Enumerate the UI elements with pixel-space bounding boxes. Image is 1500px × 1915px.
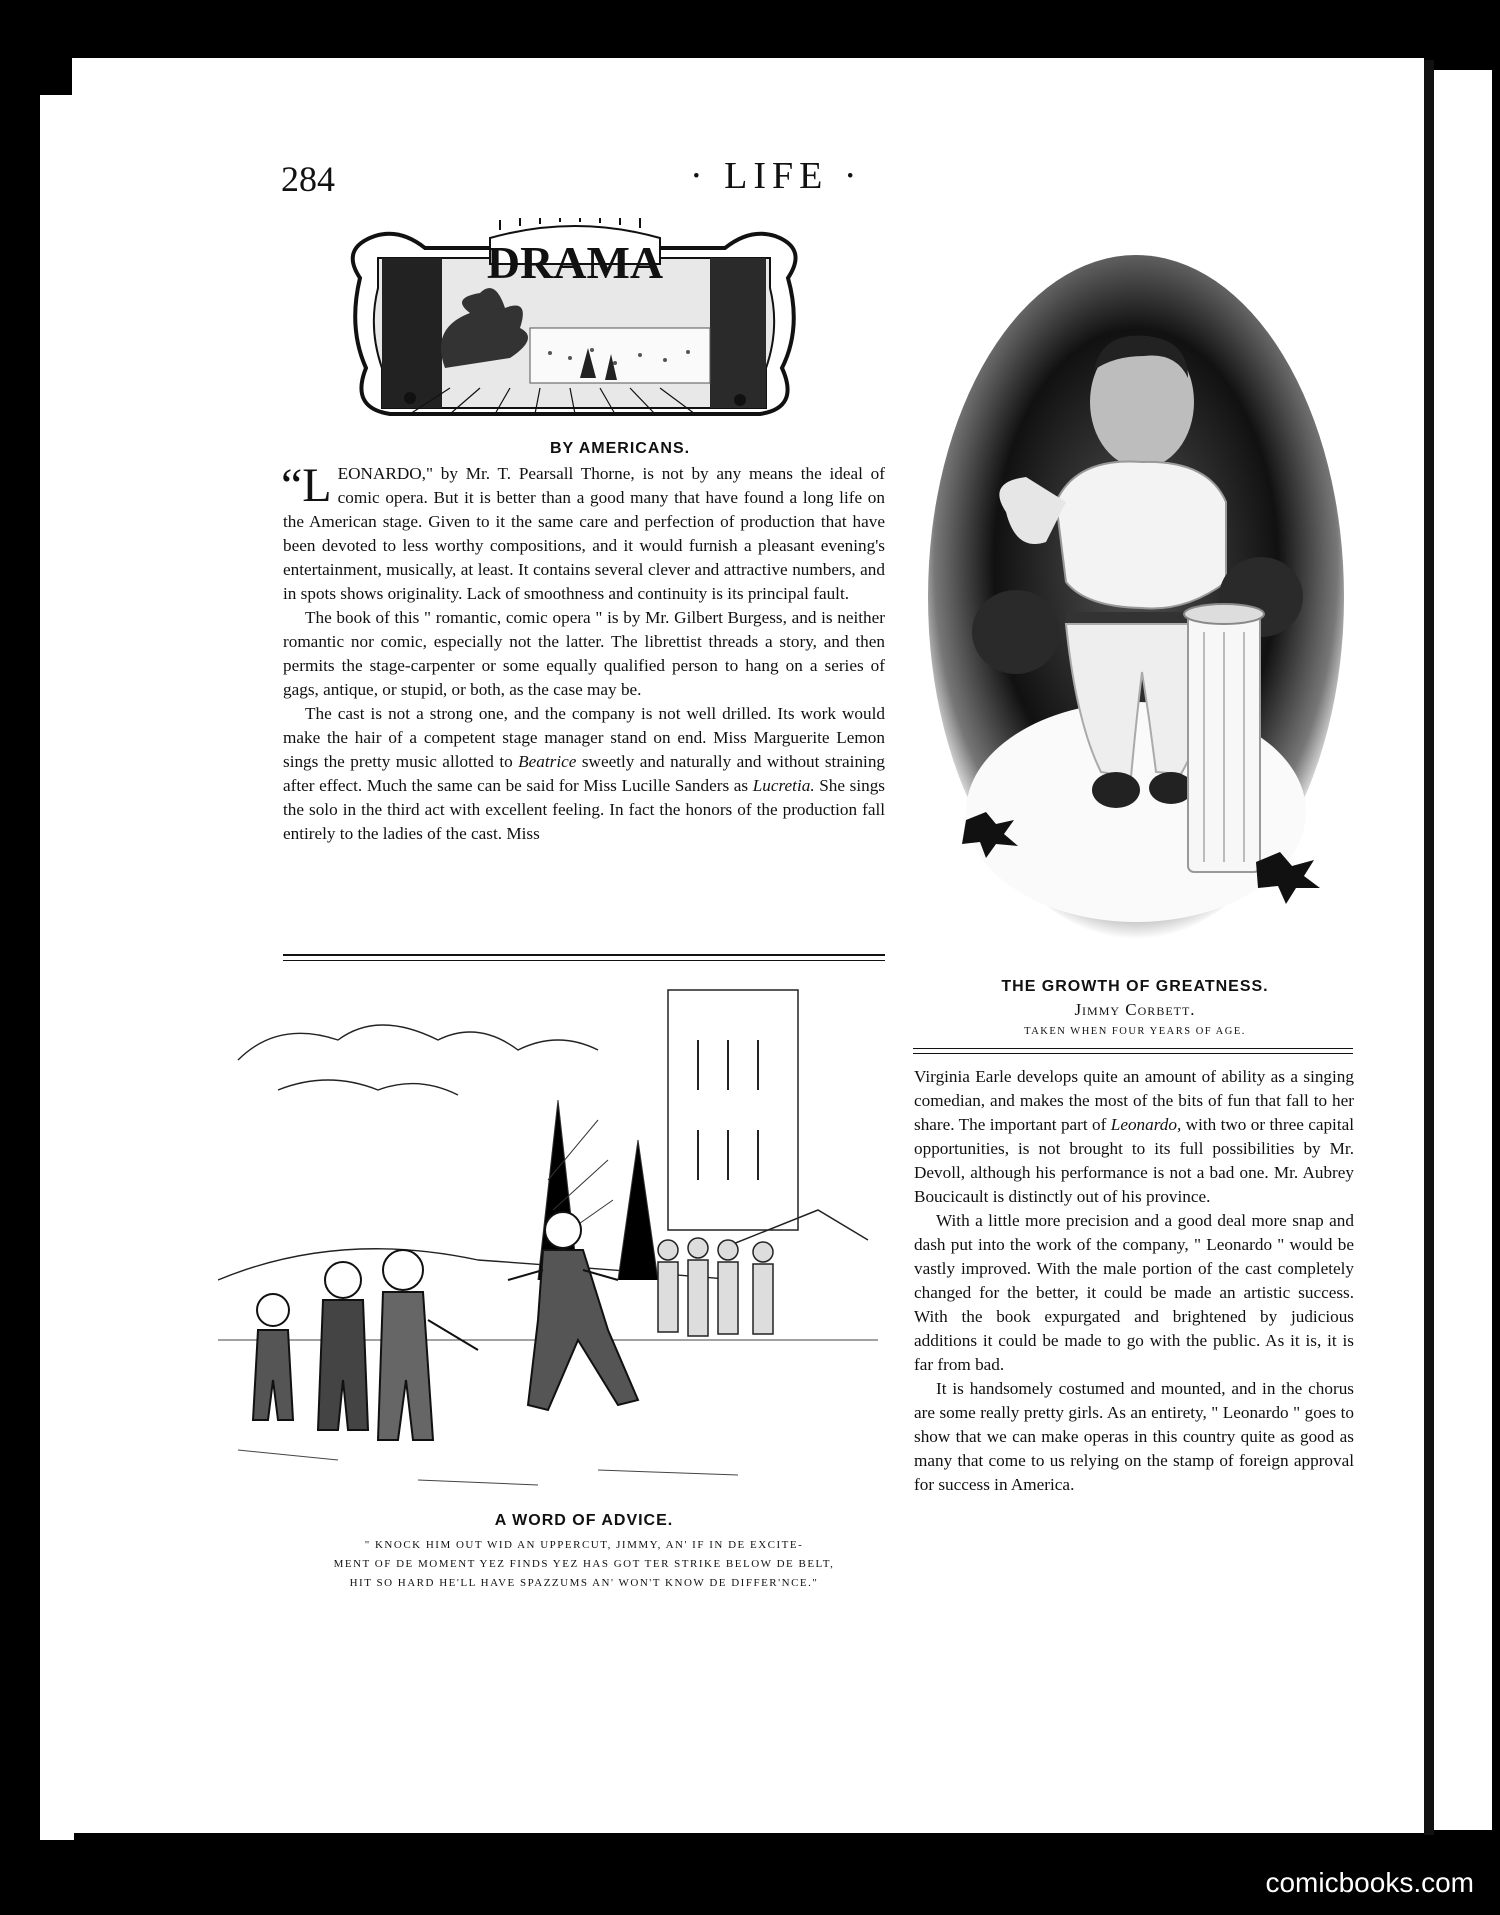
role-name: Lucretia. — [752, 776, 815, 795]
article-paragraph: With a little more precision and a good deal more snap and dash put into the work of the company, " Leonardo " would be vastly improved. With the male portion of the cast completely changed for the better, it could be made an artistic success. With the book expurgated and brightened by judicious additions it could be made to go with the public. As it is, it is far from bad. — [914, 1211, 1354, 1374]
photo-caption-subject: Jimmy Corbett. — [1074, 1000, 1196, 1019]
scan-left-page-edge — [40, 95, 74, 1840]
article-byline: BY AMERICANS. — [549, 440, 691, 457]
photo-caption-note: TAKEN WHEN FOUR YEARS OF AGE. — [1024, 1026, 1246, 1037]
masthead-title: · LIFE · — [690, 155, 863, 197]
column-divider-rule — [283, 954, 885, 956]
role-name: Leonardo, — [1110, 1115, 1182, 1134]
paragraph-text: The cast is not a strong one, and the company is not well drilled. Its work would make the hair of a competent stage manager stand on end. Miss Marguerite Lemon sings the pretty music allotted to — [283, 704, 885, 771]
article-paragraph — [914, 1065, 1354, 1209]
article-paragraph: It is handsomely costumed and mounted, and in the chorus are some really pretty girls. As an entirety, " Leonardo " goes to show that we can make operas in this country quite as good as many that come to us relying on the stamp of foreign approval for success in America. — [914, 1379, 1354, 1494]
cartoon-illustration — [218, 980, 878, 1510]
paragraph-text: sweetly and naturally and without straining after effect. Much the same can be said for Miss Lucille Sanders as — [283, 752, 886, 795]
watermark: comicbooks.com — [1265, 1867, 1474, 1898]
caption-line: MENT OF DE MOMENT YEZ FINDS YEZ HAS GOT TER STRIKE BELOW DE BELT, — [333, 1558, 835, 1570]
paragraph-text: EONARDO," by Mr. T. Pearsall Thorne, is not by any means the ideal of comic opera. But it is better than a good many that have found a long life on the American stage. Given to it the same care and perfection of production that have been devoted to less worthy compositions, and it would furnish a pleasant evening's entertainment, musically, at least. It contains several clever and attractive numbers, and in spots shows originality. Lack of smoothness and continuity is its principal fault. — [283, 464, 885, 603]
paragraph-text: She sings the solo in the third act with excellent feeling. In fact the honors of the production fall entirely to the ladies of the cast. Miss — [283, 776, 885, 843]
cartoon-caption-quote — [283, 1536, 885, 1593]
role-name: Beatrice — [518, 752, 577, 771]
caption-line: " KNOCK HIM OUT WID AN UPPERCUT, JIMMY, AN' IF IN DE EXCITE- — [364, 1539, 804, 1551]
caption-line: HIT SO HARD HE'LL HAVE SPAZZUMS AN' WON'T KNOW DE DIFFER'NCE." — [349, 1577, 819, 1589]
page-number: 284 — [281, 159, 335, 199]
photo-jimmy-corbett — [926, 252, 1346, 942]
paragraph-text: with two or three capital opportunities, is not brought to its full possibilities by Mr. Devoll, although his performance is not a bad one. Mr. Aubrey Boucicault is distinctly out of his province. — [914, 1115, 1355, 1206]
article-paragraph — [283, 702, 885, 846]
column-divider-rule — [913, 1053, 1353, 1054]
article-column-left — [281, 459, 886, 846]
column-divider-rule — [913, 1048, 1353, 1049]
column-divider-rule — [283, 960, 885, 961]
paragraph-text: Virginia Earle develops quite an amount of ability as a singing comedian, and makes the most of the bits of fun that fall to her share. The important part of — [914, 1067, 1354, 1134]
drama-banner-illustration — [330, 218, 816, 430]
drop-cap: “L — [281, 459, 332, 512]
article-column-right — [914, 1065, 1354, 1497]
scan-right-page-edge — [1434, 70, 1492, 1830]
photo-caption-title: THE GROWTH OF GREATNESS. — [1001, 978, 1269, 995]
article-paragraph — [281, 459, 885, 606]
scan-right-border — [1424, 60, 1434, 1835]
cartoon-caption-title: A WORD OF ADVICE. — [494, 1512, 674, 1529]
drama-banner-title: DRAMA — [486, 237, 664, 288]
article-paragraph: The book of this " romantic, comic opera " is by Mr. Gilbert Burgess, and is neither romantic nor comic, especially not the latter. The librettist threads a story, and then permits the stage-carpenter or some equally qualified person to hang on a series of gags, antique, or stupid, or both, as the case may be. — [283, 608, 885, 699]
